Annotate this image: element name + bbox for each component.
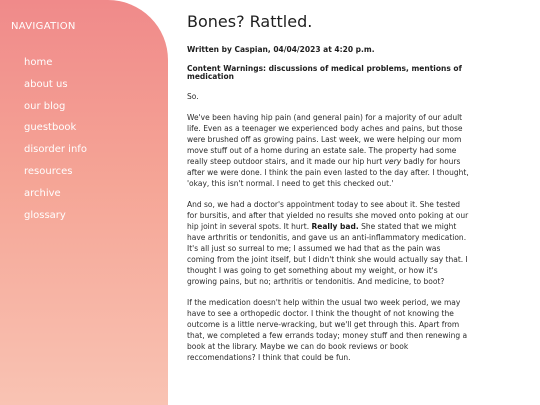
blog-post xyxy=(187,12,472,371)
paragraph-text: We've been having hip pain (and general pain) for a majority of our adult life. Even as a teenager we experienced body aches and pains, but those were brushed off as growing pains. Last week, we were helping our mom move stuff out of a home during an estate sale. The property had some really steep outdoor stairs, and it made our hip hurt xyxy=(187,113,463,166)
post-paragraph-4: If the medication doesn't help within the usual two week period, we may have to see a orthopedic doctor. I think the thought of not knowing the outcome is a little nerve-wracking, but we'll get through this. Apart from that, we completed a few errands today; money stuff and then renewing a book at the library. Maybe we can do book reviews or book reccomendations? I think that could be fun. xyxy=(187,298,468,362)
nav-item-archive[interactable]: archive xyxy=(24,187,61,199)
nav-item-glossary[interactable]: glossary xyxy=(24,209,66,221)
post-paragraph-2 xyxy=(187,112,470,189)
content-warning: Content Warnings: discussions of medical problems, mentions of medication xyxy=(187,64,462,81)
post-title: Bones? Rattled. xyxy=(187,12,313,31)
nav-item-disorder-info[interactable]: disorder info xyxy=(24,144,87,156)
paragraph-text: She stated that we might have arthritis or tendonitis, and gave us an anti-inflammatory medication. It's all just so surreal to me; I assumed we had that as the pain was coming from the joint itself, but I didn't think she would actually say that. I thought I was going to get something about my weight, or how it's growing pains, but no; arthritis or tendonitis. And medicine, to boot? xyxy=(187,222,468,286)
post-byline: Written by Caspian, 04/04/2023 at 4:20 p.m. xyxy=(187,45,375,54)
nav-item-resources[interactable]: resources xyxy=(24,165,73,177)
nav-item-home[interactable]: home xyxy=(24,57,53,68)
sidebar xyxy=(0,0,168,405)
nav-item-our-blog[interactable]: our blog xyxy=(24,100,66,112)
paragraph-text: And so, we had a doctor's appointment today to see about it. She tested for bursitis, and after that yielded no results she moved onto poking at our hip joint in several spots. It hurt. xyxy=(187,200,469,231)
paragraph-text: badly for hours after we were done. I think the pain even lasted to the day after. I thought, 'okay, this isn't normal. I need to get this checked out.' xyxy=(187,157,469,188)
nav-list xyxy=(24,56,87,230)
nav-item-about-us[interactable]: about us xyxy=(24,78,68,90)
strong-text: Really bad. xyxy=(311,222,359,231)
post-paragraph-3 xyxy=(187,199,470,287)
emphasis-text: very xyxy=(384,157,402,166)
nav-title: NAVIGATION xyxy=(11,21,76,32)
nav-item-guestbook[interactable]: guestbook xyxy=(24,122,77,134)
post-paragraph-1: So. xyxy=(187,92,199,101)
